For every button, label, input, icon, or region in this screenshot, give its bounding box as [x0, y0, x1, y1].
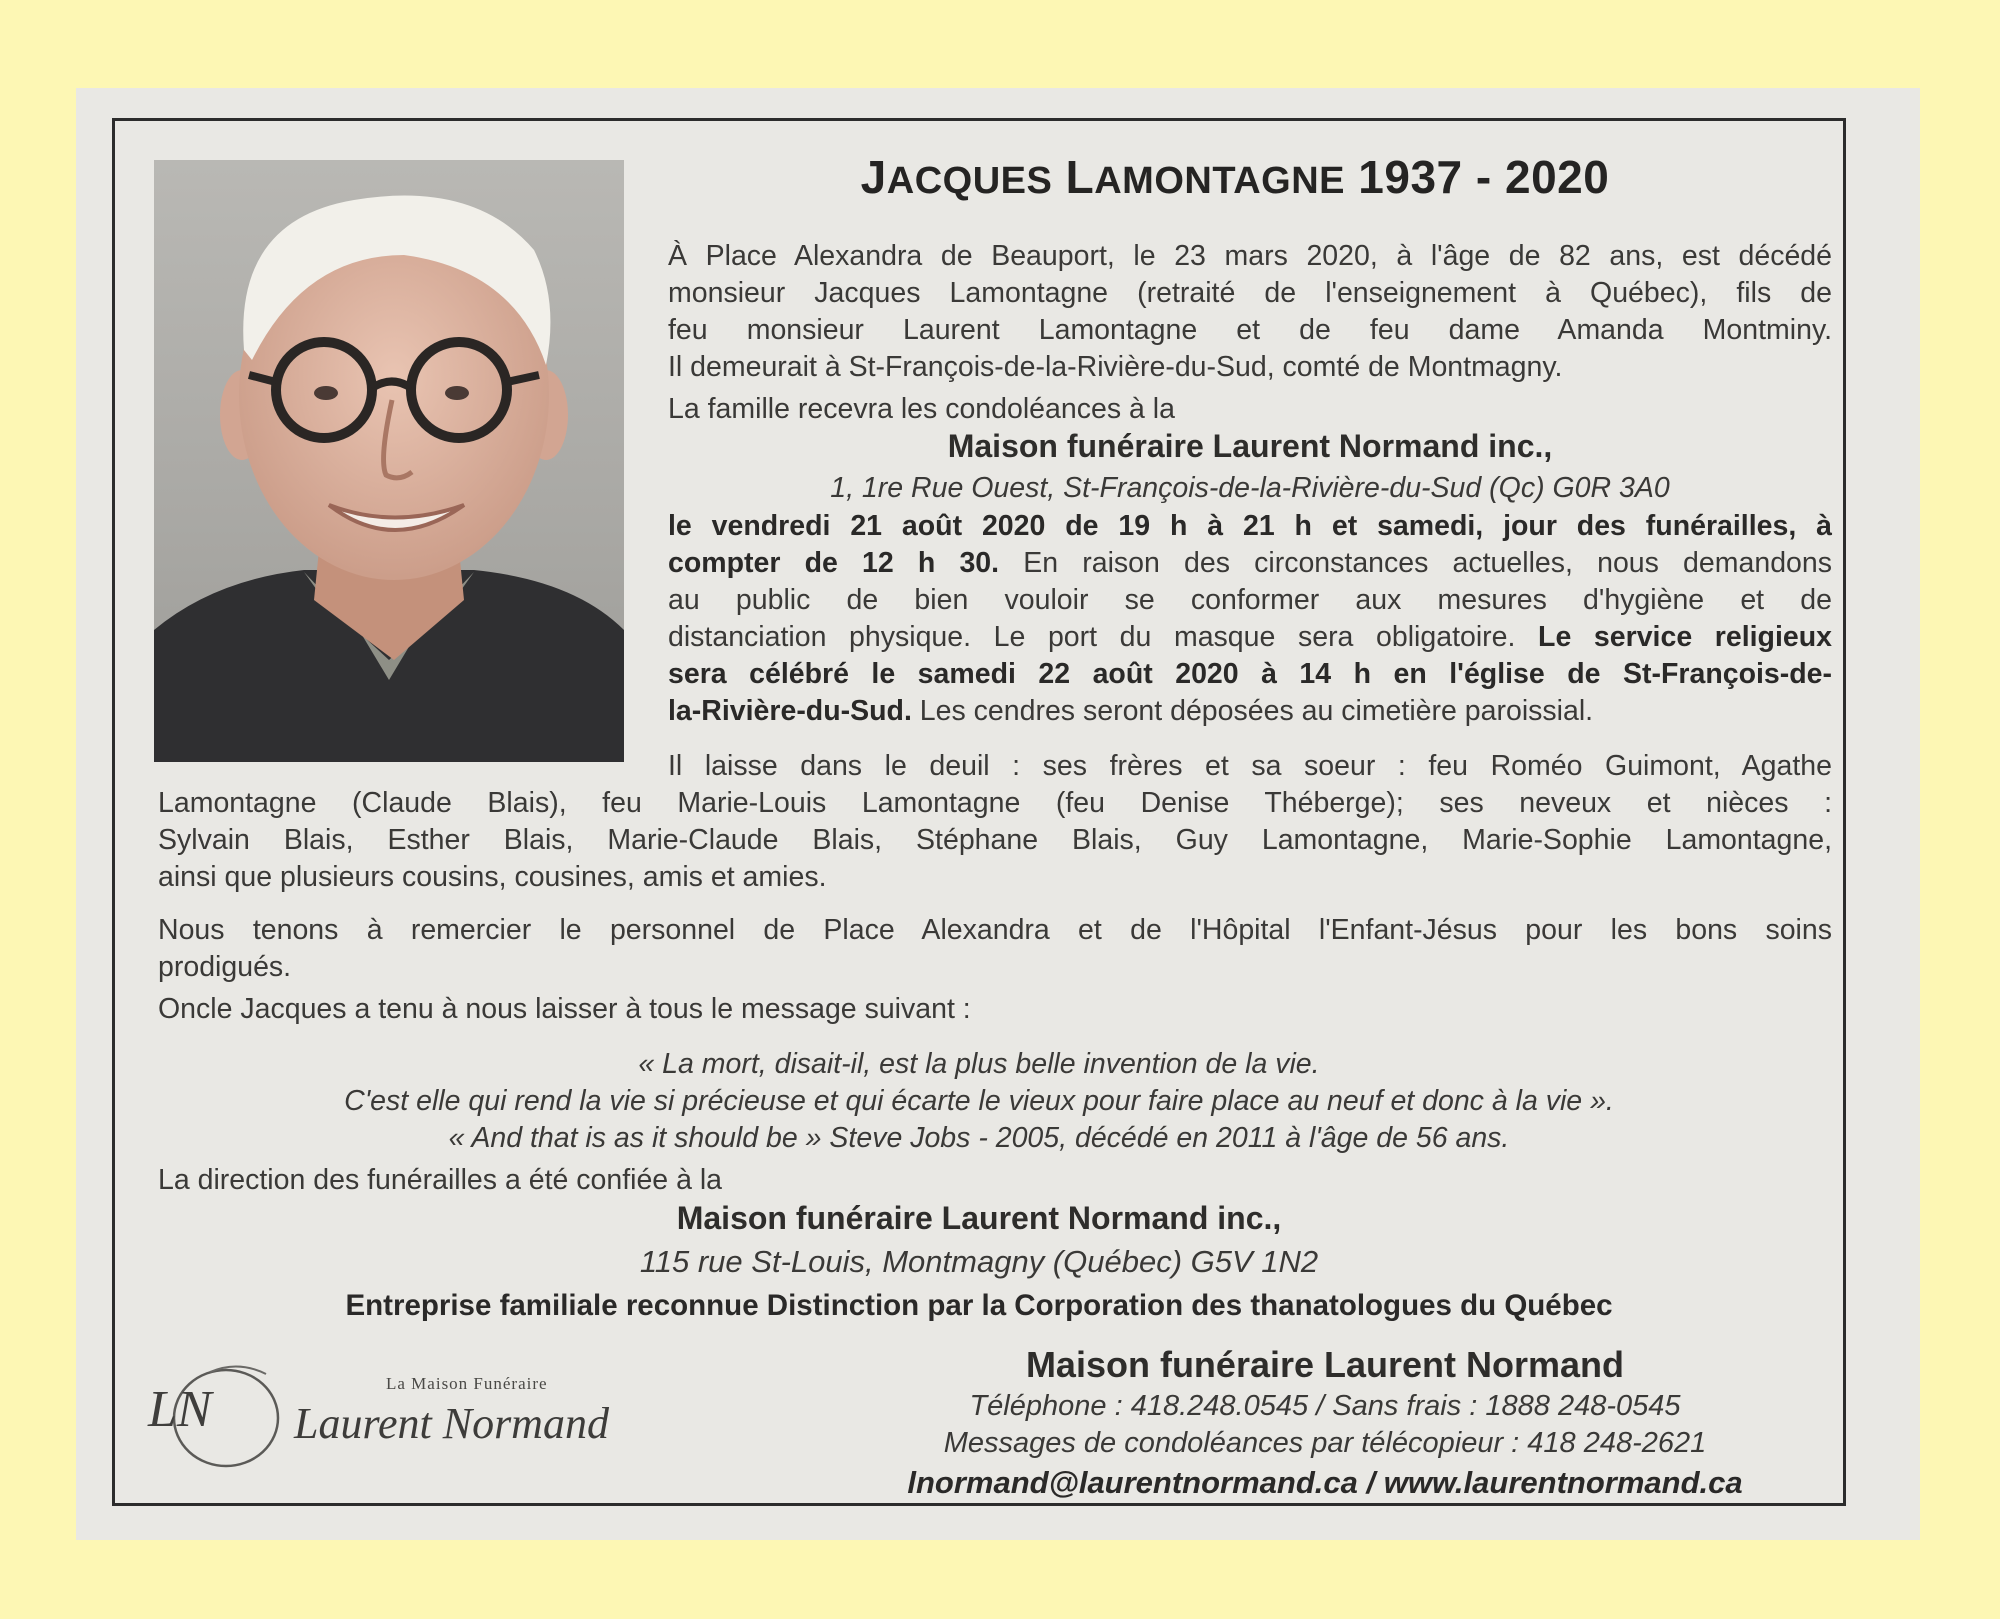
quote-line: C'est elle qui rend la vie si précieuse et qui écarte le vieux pour faire place au neuf et donc à la vie ». [344, 1085, 1614, 1117]
visitation-text: distanciation physique. Le port du masque sera obligatoire. [668, 621, 1539, 653]
funeral-home-logo [148, 1360, 708, 1470]
visitation-line [668, 545, 1832, 582]
contact-web-line [800, 1465, 1850, 1501]
contact-website[interactable]: www.laurentnormand.ca [1383, 1465, 1743, 1500]
visitation-line: le vendredi 21 août 2020 de 19 h à 21 h et samedi, jour des funérailles, à [668, 510, 1832, 542]
ashes-text: Les cendres seront déposées au cimetière paroissial. [911, 695, 1594, 727]
direction-intro: La direction des funérailles a été confiée à la [158, 1164, 723, 1196]
survivors-line: Sylvain Blais, Esther Blais, Marie-Claude Blais, Stéphane Blais, Guy Lamontagne, Marie-Sophie Lamontagne, [158, 824, 1832, 856]
intro-line: À Place Alexandra de Beauport, le 23 mars 2020, à l'âge de 82 ans, est décédé [668, 240, 1832, 272]
obituary-title [660, 150, 1810, 204]
service-line [668, 693, 1593, 730]
funeral-home-name: Maison funéraire Laurent Normand inc., [947, 428, 1553, 464]
service-label: Le service religieux [1538, 621, 1832, 653]
message-intro: Oncle Jacques a tenu à nous laisser à tous le message suivant : [158, 993, 971, 1025]
thanks-line: Nous tenons à remercier le personnel de Place Alexandra et de l'Hôpital l'Enfant-Jésus pour les bons soins [158, 914, 1832, 946]
portrait-photo [154, 160, 624, 762]
intro-line: feu monsieur Laurent Lamontagne et de feu dame Amanda Montminy. [668, 314, 1832, 346]
funeral-home-address: 1, 1re Rue Ouest, St-François-de-la-Rivière-du-Sud (Qc) G0R 3A0 [830, 472, 1670, 504]
contact-phone: Téléphone : 418.248.0545 / Sans frais : 1888 248-0545 [969, 1390, 1681, 1422]
survivors-line: ainsi que plusieurs cousins, cousines, amis et amies. [158, 861, 827, 893]
distinction-text: Entreprise familiale reconnue Distinction par la Corporation des thanatologues du Québec [345, 1289, 1613, 1322]
visitation-time: compter de 12 h 30. [668, 547, 1000, 579]
title-last-name: AMONTAGNE [1094, 160, 1345, 202]
visitation-text: En raison des circonstances actuelles, nous demandons [999, 547, 1832, 579]
intro-line: Il demeurait à St-François-de-la-Rivière-du-Sud, comté de Montmagny. [668, 351, 1563, 383]
logo-name: Laurent Normand [294, 1399, 609, 1448]
survivors-line: Lamontagne (Claude Blais), feu Marie-Louis Lamontagne (feu Denise Théberge); ses neveux et nièces : [158, 787, 1832, 819]
thanks-line: prodigués. [158, 951, 292, 983]
funeral-home-address: 115 rue St-Louis, Montmagny (Québec) G5V 1N2 [639, 1244, 1319, 1279]
funeral-home-name: Maison funéraire Laurent Normand inc., [676, 1200, 1282, 1236]
contact-email[interactable]: lnormand@laurentnormand.ca [907, 1465, 1358, 1500]
intro-line: monsieur Jacques Lamontagne (retraité de l'enseignement à Québec), fils de [668, 277, 1832, 309]
visitation-line: au public de bien vouloir se conformer aux mesures d'hygiène et de [668, 584, 1832, 616]
visitation-line [668, 619, 1832, 656]
quote-line: « And that is as it should be » Steve Jobs - 2005, décédé en 2011 à l'âge de 56 ans. [448, 1122, 1510, 1154]
contact-name: Maison funéraire Laurent Normand [1025, 1344, 1625, 1385]
contact-separator: / [1357, 1465, 1384, 1500]
title-initial-last: L [1052, 151, 1095, 203]
quote-line: « La mort, disait-il, est la plus belle invention de la vie. [638, 1048, 1320, 1080]
contact-fax: Messages de condoléances par télécopieur : 418 248-2621 [943, 1427, 1707, 1459]
survivors-line: Il laisse dans le deuil : ses frères et sa soeur : feu Roméo Guimont, Agathe [668, 750, 1832, 782]
title-initial-first: J [860, 151, 887, 203]
service-line: sera célébré le samedi 22 août 2020 à 14 h en l'église de St-François-de- [668, 658, 1832, 690]
service-location: la-Rivière-du-Sud. [668, 695, 912, 727]
logo-tagline: La Maison Funéraire [386, 1374, 548, 1393]
portrait-illustration [154, 160, 624, 762]
title-years: 1937 - 2020 [1345, 151, 1610, 203]
title-first-name: ACQUES [886, 160, 1053, 202]
logo-monogram: LN [148, 1381, 212, 1438]
condolences-intro: La famille recevra les condoléances à la [668, 393, 1175, 425]
